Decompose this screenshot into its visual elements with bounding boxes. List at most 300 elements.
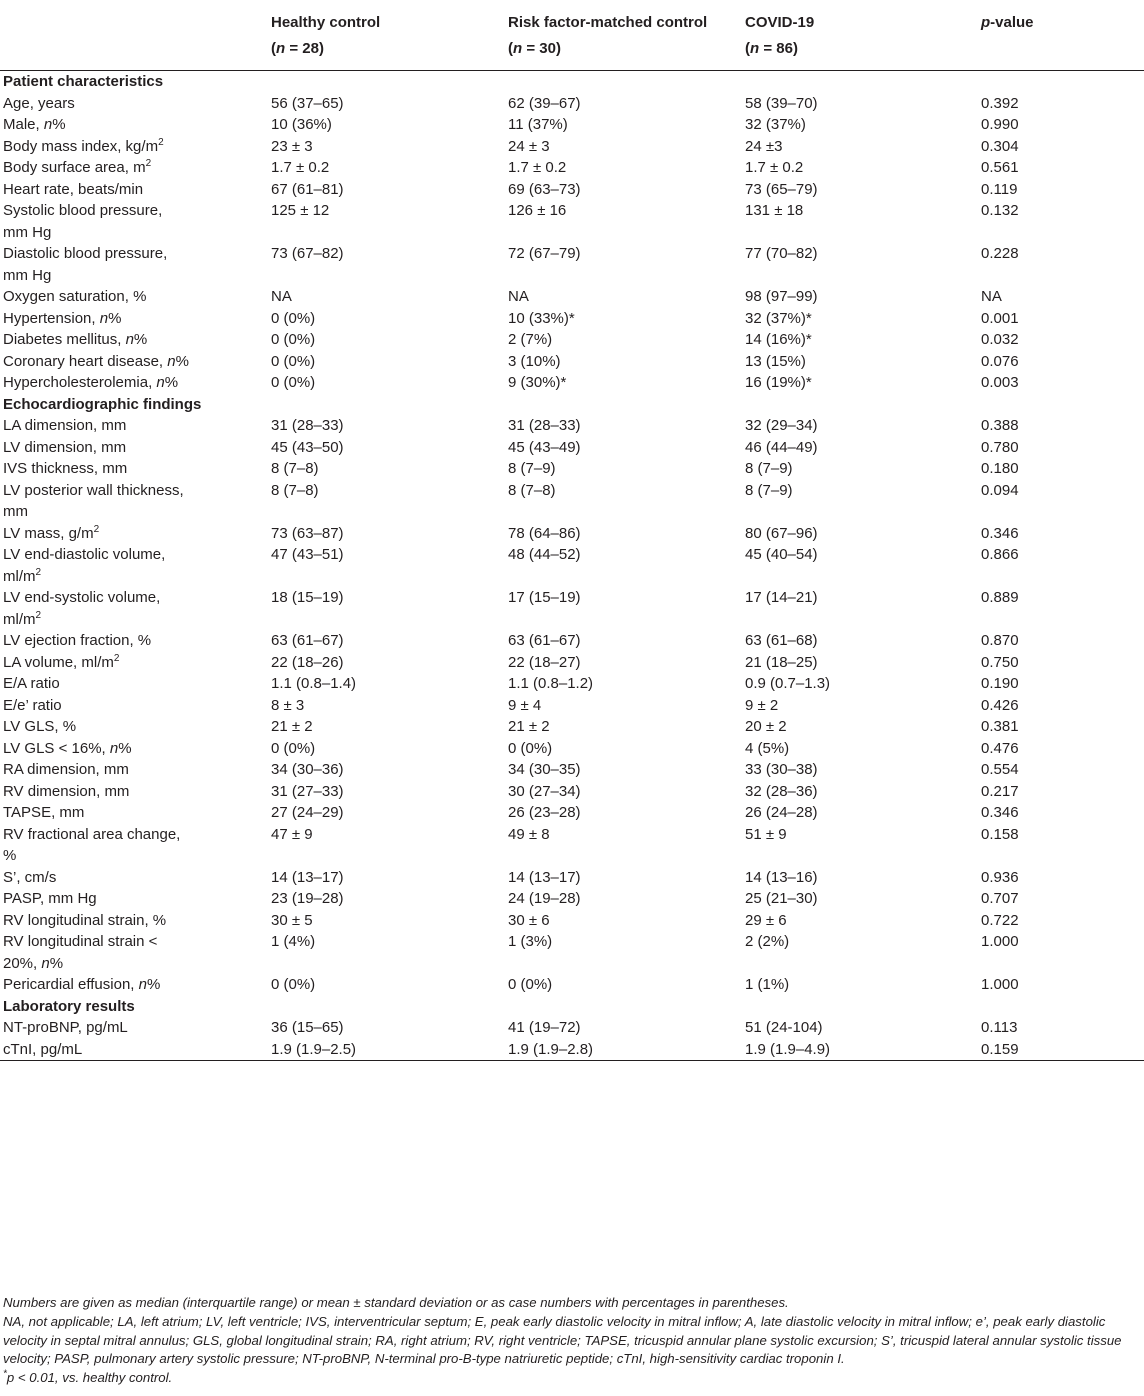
p-value: 0.158 bbox=[981, 825, 1019, 843]
table-row bbox=[0, 888, 1144, 910]
table-row bbox=[0, 738, 1144, 760]
header-n-blank bbox=[0, 33, 271, 71]
header-n-symbol: n bbox=[513, 40, 523, 57]
risk-control-value: 2 (7%) bbox=[508, 331, 553, 348]
risk-control-value: 8 (7–8) bbox=[508, 481, 556, 499]
risk-control-value: 11 (37%) bbox=[508, 116, 568, 133]
table-row bbox=[0, 695, 1144, 717]
row-label-superscript: 2 bbox=[35, 609, 42, 621]
healthy-control-value: 56 (37–65) bbox=[271, 94, 344, 112]
row-label bbox=[0, 974, 271, 996]
header-label bbox=[0, 0, 271, 33]
healthy-control-value: 73 (63–87) bbox=[271, 524, 344, 542]
covid-value: 1.9 (1.9–4.9) bbox=[745, 1039, 981, 1061]
row-label-text: RV longitudinal strain, % bbox=[3, 911, 167, 929]
p-value: 0.190 bbox=[981, 675, 1019, 692]
p-value: 0.119 bbox=[981, 180, 1018, 198]
row-label-text: RV longitudinal strain < bbox=[3, 933, 158, 950]
row-label bbox=[0, 673, 271, 695]
row-label-text: Age, years bbox=[3, 94, 75, 112]
table-row bbox=[0, 587, 1144, 630]
row-label-superscript: 2 bbox=[35, 566, 42, 578]
table-row bbox=[0, 114, 1144, 136]
row-label-suffix: % bbox=[49, 954, 64, 972]
healthy-control-value: 73 (67–82) bbox=[271, 245, 344, 262]
table-row bbox=[0, 802, 1144, 824]
row-label bbox=[0, 544, 271, 587]
row-label-text-line2: mm bbox=[3, 503, 28, 520]
row-label-text-line2: ml/m bbox=[3, 610, 36, 628]
p-value: 0.866 bbox=[981, 546, 1019, 563]
risk-control-value: 10 (33%)* bbox=[508, 309, 575, 327]
table-row bbox=[0, 630, 1144, 652]
p-value: 0.722 bbox=[981, 911, 1019, 929]
header-covid: COVID-19 bbox=[745, 14, 815, 31]
p-value: 0.554 bbox=[981, 761, 1019, 778]
healthy-control-value: NA bbox=[271, 288, 292, 305]
row-label-text-line2: mm Hg bbox=[3, 266, 52, 284]
row-label bbox=[0, 179, 271, 201]
healthy-control-value: 23 (19–28) bbox=[271, 890, 344, 907]
row-label bbox=[0, 738, 271, 760]
covid-value: 24 ±3 bbox=[745, 137, 783, 155]
row-label bbox=[0, 157, 271, 179]
header-n-covid: (n = 86) bbox=[745, 33, 981, 71]
risk-control-value: 41 (19–72) bbox=[508, 1019, 581, 1036]
risk-control-value: 34 (30–35) bbox=[508, 761, 581, 778]
table-row bbox=[0, 1017, 1144, 1039]
healthy-control-value: 0 (0%) bbox=[271, 374, 316, 391]
row-label-text: NT-proBNP, pg/mL bbox=[3, 1019, 128, 1036]
row-label-text: LV end-diastolic volume, bbox=[3, 546, 166, 563]
row-label bbox=[0, 867, 271, 889]
covid-value: 14 (13–16) bbox=[745, 868, 818, 886]
table-row bbox=[0, 673, 1144, 695]
table-row bbox=[0, 179, 1144, 201]
table-row bbox=[0, 415, 1144, 437]
p-value: 0.990 bbox=[981, 116, 1019, 133]
section-row bbox=[0, 71, 1144, 93]
header-n-covid-value: = 86) bbox=[759, 40, 798, 57]
row-label-text: S’, cm/s bbox=[3, 868, 57, 886]
risk-control-value: 48 (44–52) bbox=[508, 546, 581, 563]
risk-control-value: 31 (28–33) bbox=[508, 417, 581, 434]
row-label-superscript: 2 bbox=[113, 652, 120, 664]
covid-value: 8 (7–9) bbox=[745, 481, 793, 499]
row-label bbox=[0, 931, 271, 974]
healthy-control-value: 18 (15–19) bbox=[271, 589, 344, 606]
covid-value: 98 (97–99) bbox=[745, 288, 818, 305]
row-label-italic: n bbox=[125, 331, 134, 348]
row-label-text: TAPSE, mm bbox=[3, 804, 85, 821]
row-label-text: LV GLS < 16%, bbox=[3, 739, 110, 757]
p-value: 0.132 bbox=[981, 202, 1019, 219]
table-row bbox=[0, 136, 1144, 158]
p-value: 0.392 bbox=[981, 94, 1019, 112]
risk-control-value: 24 ± 3 bbox=[508, 137, 550, 155]
risk-control-value: 9 ± 4 bbox=[508, 696, 542, 714]
row-label-text: Hypercholesterolemia, bbox=[3, 374, 157, 391]
p-value: 0.228 bbox=[981, 245, 1019, 262]
healthy-control-value: 67 (61–81) bbox=[271, 180, 344, 198]
row-label-superscript: 2 bbox=[93, 523, 100, 535]
covid-value: 33 (30–38) bbox=[745, 761, 818, 778]
table-row bbox=[0, 974, 1144, 996]
row-label bbox=[0, 587, 271, 630]
covid-value: 9 ± 2 bbox=[745, 696, 779, 714]
covid-value: 51 (24-104) bbox=[745, 1019, 823, 1036]
row-label-text: Diastolic blood pressure, bbox=[3, 245, 168, 262]
header-risk-control: Risk factor-matched control bbox=[508, 14, 708, 31]
header-n-symbol: n bbox=[750, 40, 760, 57]
footnote-abbreviations: NA, not applicable; LA, left atrium; LV, left ventricle; IVS, interventricular septum; E, peak early diastolic velocity in mitral inflow; A, late diastolic velocity in mitral inflow; e’, peak early diastolic velocity in septal mitral annulus; GLS, global longitudinal strain; RA, right atrium; RV, right ventricle; TAPSE, tricuspid annular plane systolic excursion; S’, tricuspid lateral annular systolic tissue velocity; PASP, pulmonary artery systolic pressure; NT-proBNP, N-terminal pro-B-type natriuretic peptide; cTnI, high-sensitivity cardiac troponin I. bbox=[3, 1313, 1122, 1367]
row-label-text-line2: ml/m bbox=[3, 567, 36, 585]
risk-control-value: NA bbox=[508, 288, 529, 305]
row-label-suffix: % bbox=[52, 116, 66, 133]
risk-control-value: 1 (3%) bbox=[508, 933, 553, 950]
table-row bbox=[0, 910, 1144, 932]
row-label bbox=[0, 415, 271, 437]
covid-value: 26 (24–28) bbox=[745, 804, 818, 821]
table-row bbox=[0, 544, 1144, 587]
header-p-rest: -value bbox=[990, 14, 1034, 31]
healthy-control-value: 1 (4%) bbox=[271, 933, 316, 950]
covid-value: 0.9 (0.7–1.3) bbox=[745, 675, 831, 692]
healthy-control-value: 1.9 (1.9–2.5) bbox=[271, 1039, 508, 1061]
row-label bbox=[0, 1017, 271, 1039]
row-label-text: LA dimension, mm bbox=[3, 417, 127, 434]
p-value: 0.936 bbox=[981, 868, 1019, 886]
risk-control-value: 17 (15–19) bbox=[508, 589, 581, 606]
row-label-text: LA volume, ml/m bbox=[3, 653, 114, 671]
covid-value: 32 (28–36) bbox=[745, 782, 818, 800]
p-value: 0.001 bbox=[981, 309, 1019, 327]
risk-control-value: 72 (67–79) bbox=[508, 245, 581, 262]
row-label bbox=[0, 652, 271, 674]
healthy-control-value: 22 (18–26) bbox=[271, 653, 344, 671]
p-value: 0.113 bbox=[981, 1019, 1018, 1036]
healthy-control-value: 0 (0%) bbox=[271, 331, 316, 348]
row-label-text: RV fractional area change, bbox=[3, 825, 181, 843]
p-value: 0.561 bbox=[981, 159, 1019, 176]
header-n-symbol: n bbox=[276, 40, 286, 57]
row-label bbox=[0, 781, 271, 803]
row-label-text: RV dimension, mm bbox=[3, 782, 130, 800]
row-label-text: LV mass, g/m bbox=[3, 524, 94, 542]
row-label bbox=[0, 458, 271, 480]
row-label-text: Coronary heart disease, bbox=[3, 352, 168, 370]
risk-control-value: 1.7 ± 0.2 bbox=[508, 159, 567, 176]
row-label-superscript: 2 bbox=[158, 136, 164, 148]
table-row bbox=[0, 458, 1144, 480]
p-value: NA bbox=[981, 288, 1002, 305]
row-label-italic: n bbox=[41, 954, 50, 972]
covid-value: 25 (21–30) bbox=[745, 890, 818, 907]
section-heading: Laboratory results bbox=[3, 997, 135, 1015]
header-n-risk-value: = 30) bbox=[522, 40, 561, 57]
row-label-text-line2: % bbox=[3, 847, 17, 864]
healthy-control-value: 14 (13–17) bbox=[271, 868, 344, 886]
risk-control-value: 8 (7–9) bbox=[508, 460, 556, 477]
risk-control-value: 22 (18–27) bbox=[508, 653, 581, 671]
healthy-control-value: 0 (0%) bbox=[271, 976, 316, 993]
p-value: 0.889 bbox=[981, 589, 1019, 606]
section-row bbox=[0, 996, 1144, 1018]
row-label-suffix: % bbox=[146, 976, 161, 993]
risk-control-value: 24 (19–28) bbox=[508, 890, 581, 907]
risk-control-value: 9 (30%)* bbox=[508, 374, 567, 391]
covid-value: 58 (39–70) bbox=[745, 94, 818, 112]
p-value: 0.426 bbox=[981, 696, 1019, 714]
row-label-text: LV GLS, % bbox=[3, 718, 77, 735]
table-row bbox=[0, 523, 1144, 545]
table-row bbox=[0, 716, 1144, 738]
table-row bbox=[0, 781, 1144, 803]
p-value: 0.346 bbox=[981, 804, 1019, 821]
risk-control-value: 63 (61–67) bbox=[508, 632, 581, 649]
row-label-text: Pericardial effusion, bbox=[3, 976, 139, 993]
row-label-text: Heart rate, beats/min bbox=[3, 180, 144, 198]
row-label-text: Systolic blood pressure, bbox=[3, 202, 163, 219]
table-row bbox=[0, 1039, 1144, 1061]
covid-value: 8 (7–9) bbox=[745, 460, 793, 477]
covid-value: 17 (14–21) bbox=[745, 589, 818, 606]
covid-value: 2 (2%) bbox=[745, 933, 790, 950]
row-label-italic: n bbox=[138, 976, 147, 993]
p-value: 0.476 bbox=[981, 739, 1019, 757]
row-label-italic: n bbox=[109, 739, 119, 757]
table-row bbox=[0, 93, 1144, 115]
covid-value: 63 (61–68) bbox=[745, 632, 818, 649]
row-label bbox=[0, 888, 271, 910]
risk-control-value: 78 (64–86) bbox=[508, 524, 581, 542]
covid-value: 73 (65–79) bbox=[745, 180, 818, 198]
covid-value: 13 (15%) bbox=[745, 352, 806, 370]
row-label-suffix: % bbox=[118, 739, 132, 757]
healthy-control-value: 21 ± 2 bbox=[271, 718, 313, 735]
p-value: 0.076 bbox=[981, 352, 1019, 370]
healthy-control-value: 0 (0%) bbox=[271, 309, 316, 327]
row-label bbox=[0, 437, 271, 459]
covid-value: 32 (37%) bbox=[745, 116, 806, 133]
table-row bbox=[0, 200, 1144, 243]
row-label-italic: n bbox=[156, 374, 165, 391]
row-label bbox=[0, 372, 271, 394]
header-n-blank-p bbox=[981, 33, 1144, 71]
table-header bbox=[0, 0, 1144, 71]
healthy-control-value: 8 (7–8) bbox=[271, 460, 319, 477]
row-label bbox=[0, 351, 271, 373]
p-value: 0.346 bbox=[981, 524, 1019, 542]
row-label-italic: n bbox=[167, 352, 176, 370]
p-value: 0.159 bbox=[981, 1039, 1144, 1061]
p-value: 0.780 bbox=[981, 438, 1019, 456]
row-label-text: Oxygen saturation, % bbox=[3, 288, 147, 305]
p-value: 0.032 bbox=[981, 331, 1019, 348]
row-label bbox=[0, 308, 271, 330]
covid-value: 14 (16%)* bbox=[745, 331, 812, 348]
table-row bbox=[0, 308, 1144, 330]
covid-value: 1 (1%) bbox=[745, 976, 790, 993]
row-label bbox=[0, 286, 271, 308]
healthy-control-value: 10 (36%) bbox=[271, 116, 332, 133]
row-label-text: E/A ratio bbox=[3, 675, 60, 692]
row-label bbox=[0, 759, 271, 781]
row-label bbox=[0, 114, 271, 136]
row-label-text-line2: 20%, bbox=[3, 954, 42, 972]
risk-control-value: 69 (63–73) bbox=[508, 180, 581, 198]
row-label-text: LV posterior wall thickness, bbox=[3, 481, 184, 499]
row-label bbox=[0, 1039, 271, 1061]
table-row bbox=[0, 480, 1144, 523]
row-label-text: Diabetes mellitus, bbox=[3, 331, 126, 348]
table-row bbox=[0, 157, 1144, 179]
row-label-text: Hypertension, bbox=[3, 309, 100, 327]
healthy-control-value: 1.1 (0.8–1.4) bbox=[271, 675, 357, 692]
covid-value: 80 (67–96) bbox=[745, 524, 818, 542]
p-value: 0.304 bbox=[981, 137, 1019, 155]
section-heading: Echocardiographic findings bbox=[3, 395, 202, 413]
row-label bbox=[0, 716, 271, 738]
header-p-value bbox=[981, 0, 1144, 33]
risk-control-value: 26 (23–28) bbox=[508, 804, 581, 821]
header-n-risk: (n = 30) bbox=[508, 33, 745, 71]
healthy-control-value: 8 ± 3 bbox=[271, 696, 305, 714]
row-label-text-line2: mm Hg bbox=[3, 223, 52, 241]
header-n-healthy: (n = 28) bbox=[271, 33, 508, 71]
row-label-italic: n bbox=[43, 116, 53, 133]
table-row bbox=[0, 759, 1144, 781]
row-label-text: cTnI, pg/mL bbox=[3, 1040, 83, 1058]
header-n-healthy-value: = 28) bbox=[285, 40, 324, 57]
healthy-control-value: 23 ± 3 bbox=[271, 137, 313, 155]
risk-control-value: 49 ± 8 bbox=[508, 825, 550, 843]
covid-value: 16 (19%)* bbox=[745, 374, 812, 391]
risk-control-value: 1.9 (1.9–2.8) bbox=[508, 1039, 745, 1061]
row-label-superscript: 2 bbox=[145, 158, 152, 169]
risk-control-value: 21 ± 2 bbox=[508, 718, 550, 735]
healthy-control-value: 0 (0%) bbox=[271, 352, 316, 370]
covid-value: 29 ± 6 bbox=[745, 911, 787, 929]
p-value: 1.000 bbox=[981, 933, 1019, 950]
table-row bbox=[0, 351, 1144, 373]
p-value: 1.000 bbox=[981, 976, 1019, 993]
covid-value: 21 (18–25) bbox=[745, 653, 818, 671]
table-row bbox=[0, 437, 1144, 459]
p-value: 0.707 bbox=[981, 890, 1019, 907]
row-label bbox=[0, 329, 271, 351]
row-label-text: LV ejection fraction, % bbox=[3, 632, 152, 649]
risk-control-value: 14 (13–17) bbox=[508, 868, 581, 886]
healthy-control-value: 47 ± 9 bbox=[271, 825, 313, 843]
risk-control-value: 3 (10%) bbox=[508, 352, 561, 370]
row-label-italic: n bbox=[99, 309, 109, 327]
p-value: 0.750 bbox=[981, 653, 1019, 671]
covid-value: 45 (40–54) bbox=[745, 546, 818, 563]
covid-value: 131 ± 18 bbox=[745, 202, 804, 219]
p-value: 0.003 bbox=[981, 374, 1019, 391]
covid-value: 32 (37%)* bbox=[745, 309, 812, 327]
p-value: 0.381 bbox=[981, 718, 1019, 735]
row-label-text: PASP, mm Hg bbox=[3, 890, 97, 907]
table-row bbox=[0, 824, 1144, 867]
risk-control-value: 0 (0%) bbox=[508, 976, 553, 993]
row-label-suffix: % bbox=[133, 331, 148, 348]
table-row bbox=[0, 286, 1144, 308]
row-label-text: RA dimension, mm bbox=[3, 761, 129, 778]
healthy-control-value: 27 (24–29) bbox=[271, 804, 344, 821]
row-label-text: Body mass index, kg/m bbox=[3, 137, 159, 155]
row-label bbox=[0, 630, 271, 652]
risk-control-value: 62 (39–67) bbox=[508, 94, 581, 112]
healthy-control-value: 47 (43–51) bbox=[271, 546, 344, 563]
row-label-text: IVS thickness, mm bbox=[3, 460, 128, 477]
row-label bbox=[0, 824, 271, 867]
row-label bbox=[0, 200, 271, 243]
covid-value: 1.7 ± 0.2 bbox=[745, 159, 804, 176]
risk-control-value: 1.1 (0.8–1.2) bbox=[508, 675, 594, 692]
healthy-control-value: 31 (28–33) bbox=[271, 417, 344, 434]
row-label-text: Male, bbox=[3, 116, 44, 133]
healthy-control-value: 125 ± 12 bbox=[271, 202, 330, 219]
table-footnotes bbox=[3, 1294, 1141, 1388]
row-label bbox=[0, 480, 271, 523]
footnote-significance bbox=[3, 1369, 1141, 1388]
table-body bbox=[0, 71, 1144, 1061]
row-label bbox=[0, 695, 271, 717]
row-label bbox=[0, 802, 271, 824]
footnote-mark: * bbox=[3, 1368, 7, 1380]
risk-control-value: 45 (43–49) bbox=[508, 438, 581, 456]
healthy-control-value: 45 (43–50) bbox=[271, 438, 344, 456]
healthy-control-value: 63 (61–67) bbox=[271, 632, 344, 649]
healthy-control-value: 31 (27–33) bbox=[271, 782, 344, 800]
covid-value: 32 (29–34) bbox=[745, 417, 818, 434]
p-value: 0.870 bbox=[981, 632, 1019, 649]
p-value: 0.180 bbox=[981, 460, 1019, 477]
row-label-suffix: % bbox=[164, 374, 179, 391]
covid-value: 46 (44–49) bbox=[745, 438, 818, 456]
covid-value: 20 ± 2 bbox=[745, 718, 787, 735]
covid-value: 51 ± 9 bbox=[745, 825, 787, 843]
table-row bbox=[0, 931, 1144, 974]
row-label-text: E/e’ ratio bbox=[3, 696, 62, 714]
risk-control-value: 0 (0%) bbox=[508, 739, 553, 757]
footnote-significance-text: p < 0.01, vs. healthy control. bbox=[6, 1370, 173, 1386]
healthy-control-value: 1.7 ± 0.2 bbox=[271, 159, 330, 176]
covid-value: 4 (5%) bbox=[745, 739, 790, 757]
risk-control-value: 30 ± 6 bbox=[508, 911, 550, 929]
footnote-line-1: Numbers are given as median (interquartile range) or mean ± standard deviation or as case numbers with percentages in parentheses. bbox=[3, 1295, 789, 1310]
row-label-text: LV dimension, mm bbox=[3, 438, 127, 456]
row-label-suffix: % bbox=[108, 309, 122, 327]
table-row bbox=[0, 243, 1144, 286]
row-label-suffix: % bbox=[175, 352, 189, 370]
row-label bbox=[0, 243, 271, 286]
row-label-text: LV end-systolic volume, bbox=[3, 589, 161, 606]
p-value: 0.388 bbox=[981, 417, 1019, 434]
table-row bbox=[0, 867, 1144, 889]
table-row bbox=[0, 372, 1144, 394]
section-row bbox=[0, 394, 1144, 416]
healthy-control-value: 0 (0%) bbox=[271, 739, 316, 757]
p-value: 0.217 bbox=[981, 782, 1019, 800]
table-row bbox=[0, 329, 1144, 351]
healthy-control-value: 36 (15–65) bbox=[271, 1019, 344, 1036]
healthy-control-value: 8 (7–8) bbox=[271, 481, 319, 499]
risk-control-value: 30 (27–34) bbox=[508, 782, 581, 800]
healthy-control-value: 34 (30–36) bbox=[271, 761, 344, 778]
